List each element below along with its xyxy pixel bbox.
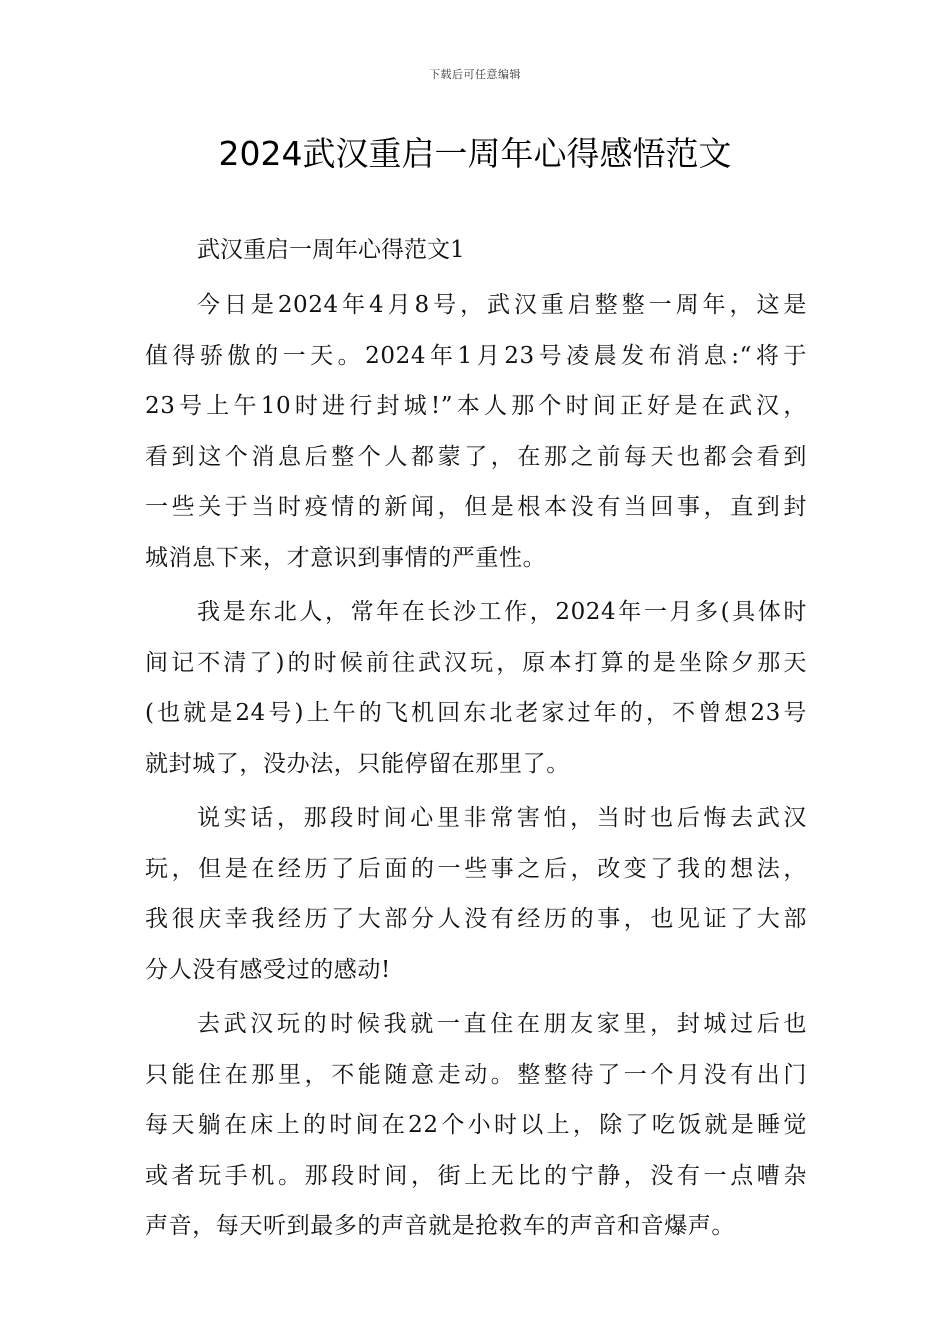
paragraph-line: 看到这个消息后整个人都蒙了，在那之前每天也都会看到: [145, 443, 807, 470]
paragraph-line: 说实话，那段时间心里非常害怕，当时也后悔去武汉: [197, 805, 807, 831]
paragraph-line: 分人没有感受过的感动!: [145, 956, 391, 983]
header-note: 下载后可任意编辑: [429, 68, 521, 81]
paragraph-line: 玩，但是在经历了后面的一些事之后，改变了我的想法，: [145, 855, 807, 882]
paragraph-line: 我是东北人，常年在长沙工作，2024年一月多(具体时: [197, 599, 807, 625]
section-heading: 武汉重启一周年心得范文1: [197, 237, 465, 263]
paragraph-line: 我很庆幸我经历了大部分人没有经历的事，也见证了大部: [145, 906, 807, 932]
paragraph-line: 只能住在那里，不能随意走动。整整待了一个月没有出门: [145, 1061, 807, 1088]
paragraph-line: 间记不清了)的时候前往武汉玩，原本打算的是坐除夕那天: [145, 649, 807, 676]
paragraph-line: 每天躺在床上的时间在22个小时以上，除了吃饭就是睡觉: [145, 1112, 807, 1138]
document-title: 2024武汉重启一周年心得感悟范文: [218, 134, 732, 173]
paragraph-line: 或者玩手机。那段时间，街上无比的宁静，没有一点嘈杂: [145, 1162, 807, 1189]
paragraph-line: 一些关于当时疫情的新闻，但是根本没有当回事，直到封: [145, 494, 807, 520]
document-body: [145, 228, 807, 1256]
paragraph-line: 声音，每天听到最多的声音就是抢救车的声音和音爆声。: [145, 1213, 735, 1239]
paragraph-4: [145, 999, 807, 1252]
paragraph-line: 今日是2024年4月8号，武汉重启整整一周年，这是: [197, 292, 807, 318]
paragraph-line: 23号上午10时进行封城!”本人那个时间正好是在武汉，: [145, 393, 807, 419]
paragraph-line: 值得骄傲的一天。2024年1月23号凌晨发布消息:“将于: [145, 342, 807, 369]
paragraph-line: (也就是24号)上午的飞机回东北老家过年的，不曾想23号: [145, 700, 807, 726]
paragraph-3: [145, 793, 807, 995]
paragraph-line: 去武汉玩的时候我就一直住在朋友家里，封城过后也: [197, 1011, 807, 1037]
paragraph-line: 就封城了，没办法，只能停留在那里了。: [145, 750, 570, 777]
paragraph-2: [145, 587, 807, 789]
paragraph-line: 城消息下来，才意识到事情的严重性。: [145, 544, 547, 571]
paragraph-1: [145, 280, 807, 583]
